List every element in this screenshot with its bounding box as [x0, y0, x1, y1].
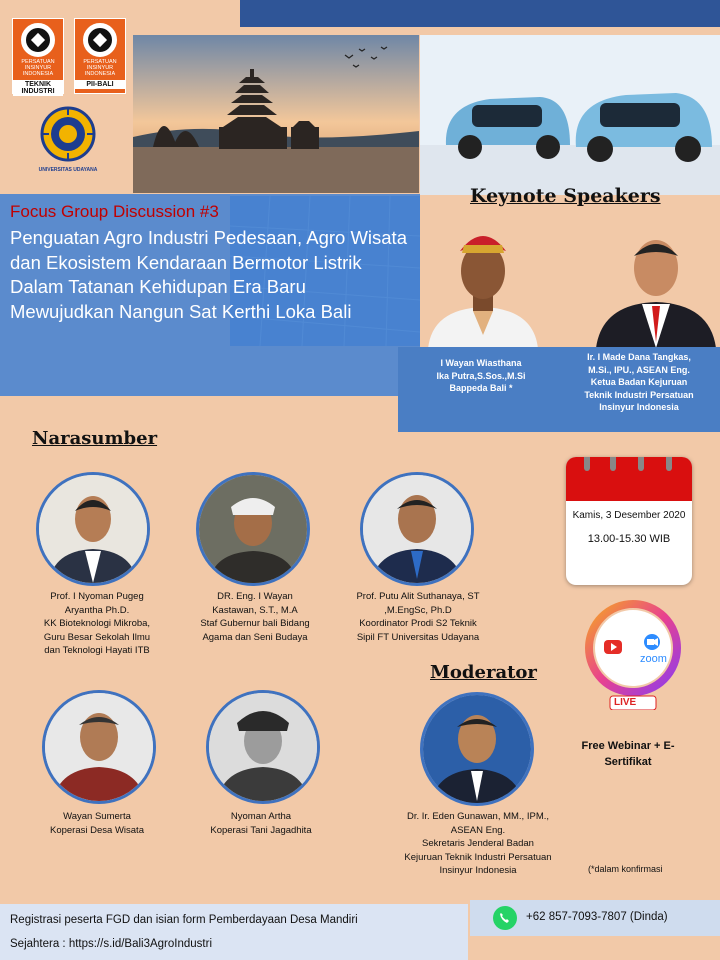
keynote-speaker-2-caption [564, 351, 714, 414]
event-date: Kamis, 3 Desember 2020 [572, 510, 686, 521]
udayana-emblem-icon [40, 106, 96, 162]
narasumber-4-caption [22, 810, 172, 837]
caption-line: DR. Eng. I Wayan [217, 591, 293, 602]
caption-line: ,M.EngSc, Ph.D [384, 604, 452, 616]
universitas-udayana-logo [36, 106, 100, 173]
caption-line: Teknik Industri Persatuan [584, 389, 694, 400]
moderator-heading: Moderator [430, 662, 537, 683]
narasumber-5-caption [186, 810, 336, 837]
caption-line: KK Bioteknologi Mikroba, [43, 618, 151, 629]
bali-temple-photo [133, 35, 419, 193]
live-label: LIVE [614, 697, 637, 708]
narasumber-3-caption [338, 590, 498, 644]
caption-line: Sekretaris Jenderal Badan [422, 838, 534, 849]
event-series-label: Focus Group Discussion #3 [10, 202, 219, 221]
narasumber-5-photo [206, 690, 320, 804]
caption-line: Guru Besar Sekolah Ilmu [43, 631, 151, 643]
event-title-panel [0, 194, 420, 396]
caption-line: Koperasi Desa Wisata [50, 824, 144, 836]
pii-bali-logo [74, 18, 126, 94]
narasumber-2-photo [196, 472, 310, 586]
narasumber-1-caption [22, 590, 172, 658]
univ-name: UNIVERSITAS UDAYANA [38, 167, 98, 173]
caption-line: Prof. I Nyoman Pugeg [50, 591, 144, 602]
narasumber-2-caption [180, 590, 330, 644]
free-webinar-text: Free Webinar + E-Sertifikat [581, 740, 675, 768]
caption-line: Wayan Sumerta [63, 811, 131, 822]
caption-line: M.Si., IPU., ASEAN Eng. [588, 364, 690, 375]
narasumber-3-photo [360, 472, 474, 586]
narasumber-heading: Narasumber [32, 428, 158, 449]
caption-line: Sipil FT Universitas Udayana [356, 631, 480, 643]
logo-subtitle: PERSATUAN INSINYUR INDONESIA [21, 59, 55, 77]
caption-line: Staf Gubernur bali Bidang [200, 618, 310, 629]
moderator-photo [420, 692, 534, 806]
live-webinar-badge [580, 598, 686, 710]
pii-emblem-icon [21, 23, 55, 57]
caption-line: Koordinator Prodi S2 Teknik [359, 618, 477, 629]
moderator-caption [378, 810, 578, 878]
caption-line: Ir. I Made Dana Tangkas, [587, 352, 691, 362]
logo-subtitle: PERSATUAN INSINYUR INDONESIA [83, 59, 117, 77]
caption-line: Kastawan, S.T., M.A [212, 604, 298, 616]
caption-line: Koperasi Tani Jagadhita [210, 824, 312, 836]
logo-name: TEKNIK INDUSTRI [13, 80, 63, 96]
caption-line: Ketua Badan Kejuruan [590, 377, 688, 387]
registration-line-1: Registrasi peserta FGD dan isian form Pemberdayaan Desa Mandiri [10, 914, 358, 926]
pii-teknik-industri-logo [12, 18, 64, 94]
keynote-speaker-2-photo [592, 218, 720, 348]
contact-bar [470, 900, 720, 936]
caption-line: ASEAN Eng. [450, 824, 506, 836]
zoom-label: zoom [640, 653, 667, 665]
keynote-heading: Keynote Speakers [470, 185, 661, 207]
event-time: 13.00-15.30 WIB [587, 533, 671, 545]
narasumber-1-photo [36, 472, 150, 586]
calendar-header [566, 457, 692, 501]
registration-footer [0, 904, 468, 960]
electric-cars-photo [420, 35, 720, 195]
whatsapp-icon [492, 905, 518, 936]
keynote-speaker-1-caption [406, 357, 556, 395]
event-title: Penguatan Agro Industri Pedesaan, Agro Wisata dan Ekosistem Kendaraan Bermotor Listrik Dalam Tatanan Kehidupan Era Baru Mewujudkan Nangun Sat Kerthi Loka Bali [10, 227, 407, 322]
pii-emblem-icon [83, 23, 117, 57]
narasumber-4-photo [42, 690, 156, 804]
top-bar [240, 0, 720, 27]
registration-link[interactable]: Sejahtera : https://s.id/Bali3AgroIndustri [10, 938, 212, 950]
contact-phone[interactable]: +62 857-7093-7807 (Dinda) [526, 911, 668, 923]
caption-line: Bappeda Bali * [449, 383, 513, 393]
keynote-speaker-1-photo [418, 215, 548, 349]
caption-line: Dr. Ir. Eden Gunawan, MM., IPM., [406, 811, 550, 822]
caption-line: Insinyur Indonesia [439, 865, 517, 876]
keynote-speakers-panel [398, 347, 720, 432]
caption-line: I Wayan Wiasthana [440, 358, 522, 368]
logo-name: PII-BALI [75, 80, 125, 89]
caption-line: Kejuruan Teknik Industri Persatuan [404, 851, 552, 863]
caption-line: Prof. Putu Alit Suthanaya, ST [356, 591, 480, 602]
caption-line: Aryantha Ph.D. [64, 604, 130, 616]
event-date-calendar [566, 457, 692, 585]
caption-line: Insinyur Indonesia [599, 402, 679, 412]
caption-line: Nyoman Artha [230, 811, 292, 822]
caption-line: dan Teknologi Hayati ITB [44, 645, 150, 656]
caption-line: Ika Putra,S.Sos.,M.Si [436, 370, 526, 381]
confirmation-note: (*dalam konfirmasi [588, 864, 663, 874]
caption-line: Agama dan Seni Budaya [202, 631, 308, 643]
